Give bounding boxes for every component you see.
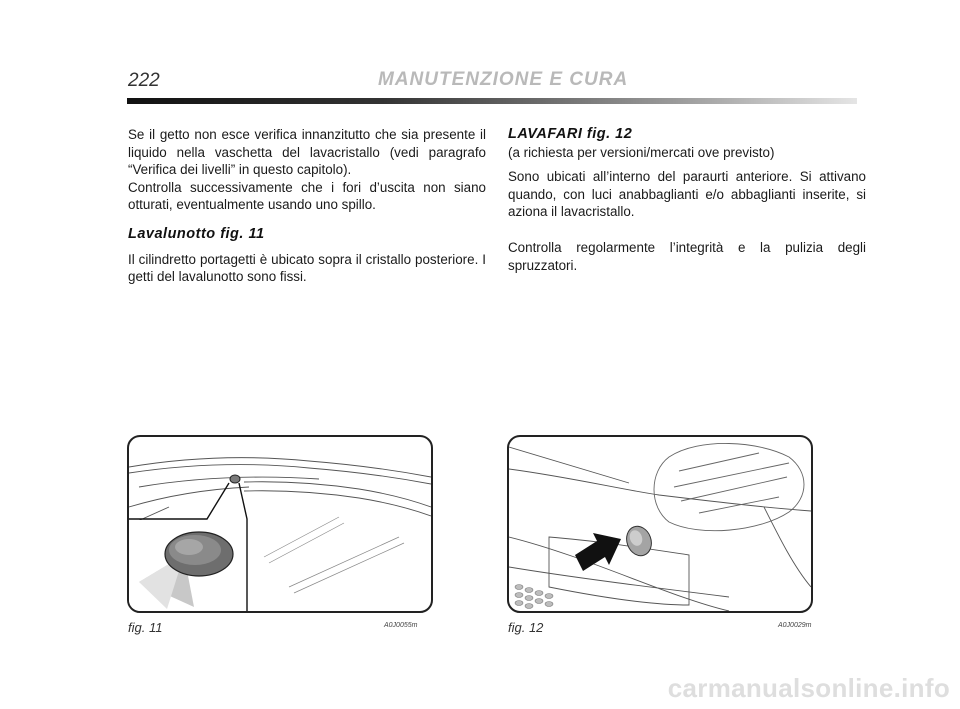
figure-11-code: A0J0055m bbox=[384, 622, 418, 629]
figure-12-label: fig. 12 bbox=[508, 620, 544, 635]
paragraph-lavafari-maintenance: Controlla regolarmente l’integrità e la pulizia degli spruzzatori. bbox=[508, 239, 866, 273]
page-number: 222 bbox=[128, 70, 160, 91]
right-column bbox=[508, 126, 866, 274]
left-column bbox=[128, 126, 486, 286]
rear-window-illustration bbox=[129, 437, 431, 611]
figure-11-label: fig. 11 bbox=[128, 620, 163, 635]
paragraph-lavafari-location: Sono ubicati all’interno del paraurti anteriore. Si attivano quando, con luci anabbaglianti e/o abbaglianti inserite, si aziona il lavacristallo. bbox=[508, 169, 866, 220]
paragraph-nozzle-check: Controlla successivamente che i fori d’uscita non siano otturati, eventualmente usando uno spillo. bbox=[128, 179, 486, 213]
header-rule bbox=[127, 98, 857, 104]
figure-rear-washer bbox=[127, 435, 433, 613]
figure-12-code: A0J0029m bbox=[778, 622, 812, 629]
paragraph-liquid-check: Se il getto non esce verifica innanzitutto che sia presente il liquido nella vaschetta del lavacristallo (vedi paragrafo “Verifica dei livelli” in questo capitolo). bbox=[128, 127, 486, 178]
section-title: MANUTENZIONE E CURA bbox=[378, 69, 629, 90]
heading-lavalunotto: Lavalunotto fig. 11 bbox=[128, 225, 265, 242]
front-bumper-illustration bbox=[509, 437, 811, 611]
paragraph-lavalunotto: Il cilindretto portagetti è ubicato sopra il cristallo posteriore. I getti del lavalunotto sono fissi. bbox=[128, 251, 486, 285]
figure-headlight-washer bbox=[507, 435, 813, 613]
watermark: carmanualsonline.info bbox=[667, 673, 950, 703]
subheading-lavafari: (a richiesta per versioni/mercati ove previsto) bbox=[508, 144, 775, 160]
heading-lavafari: LAVAFARI fig. 12 bbox=[508, 126, 633, 142]
